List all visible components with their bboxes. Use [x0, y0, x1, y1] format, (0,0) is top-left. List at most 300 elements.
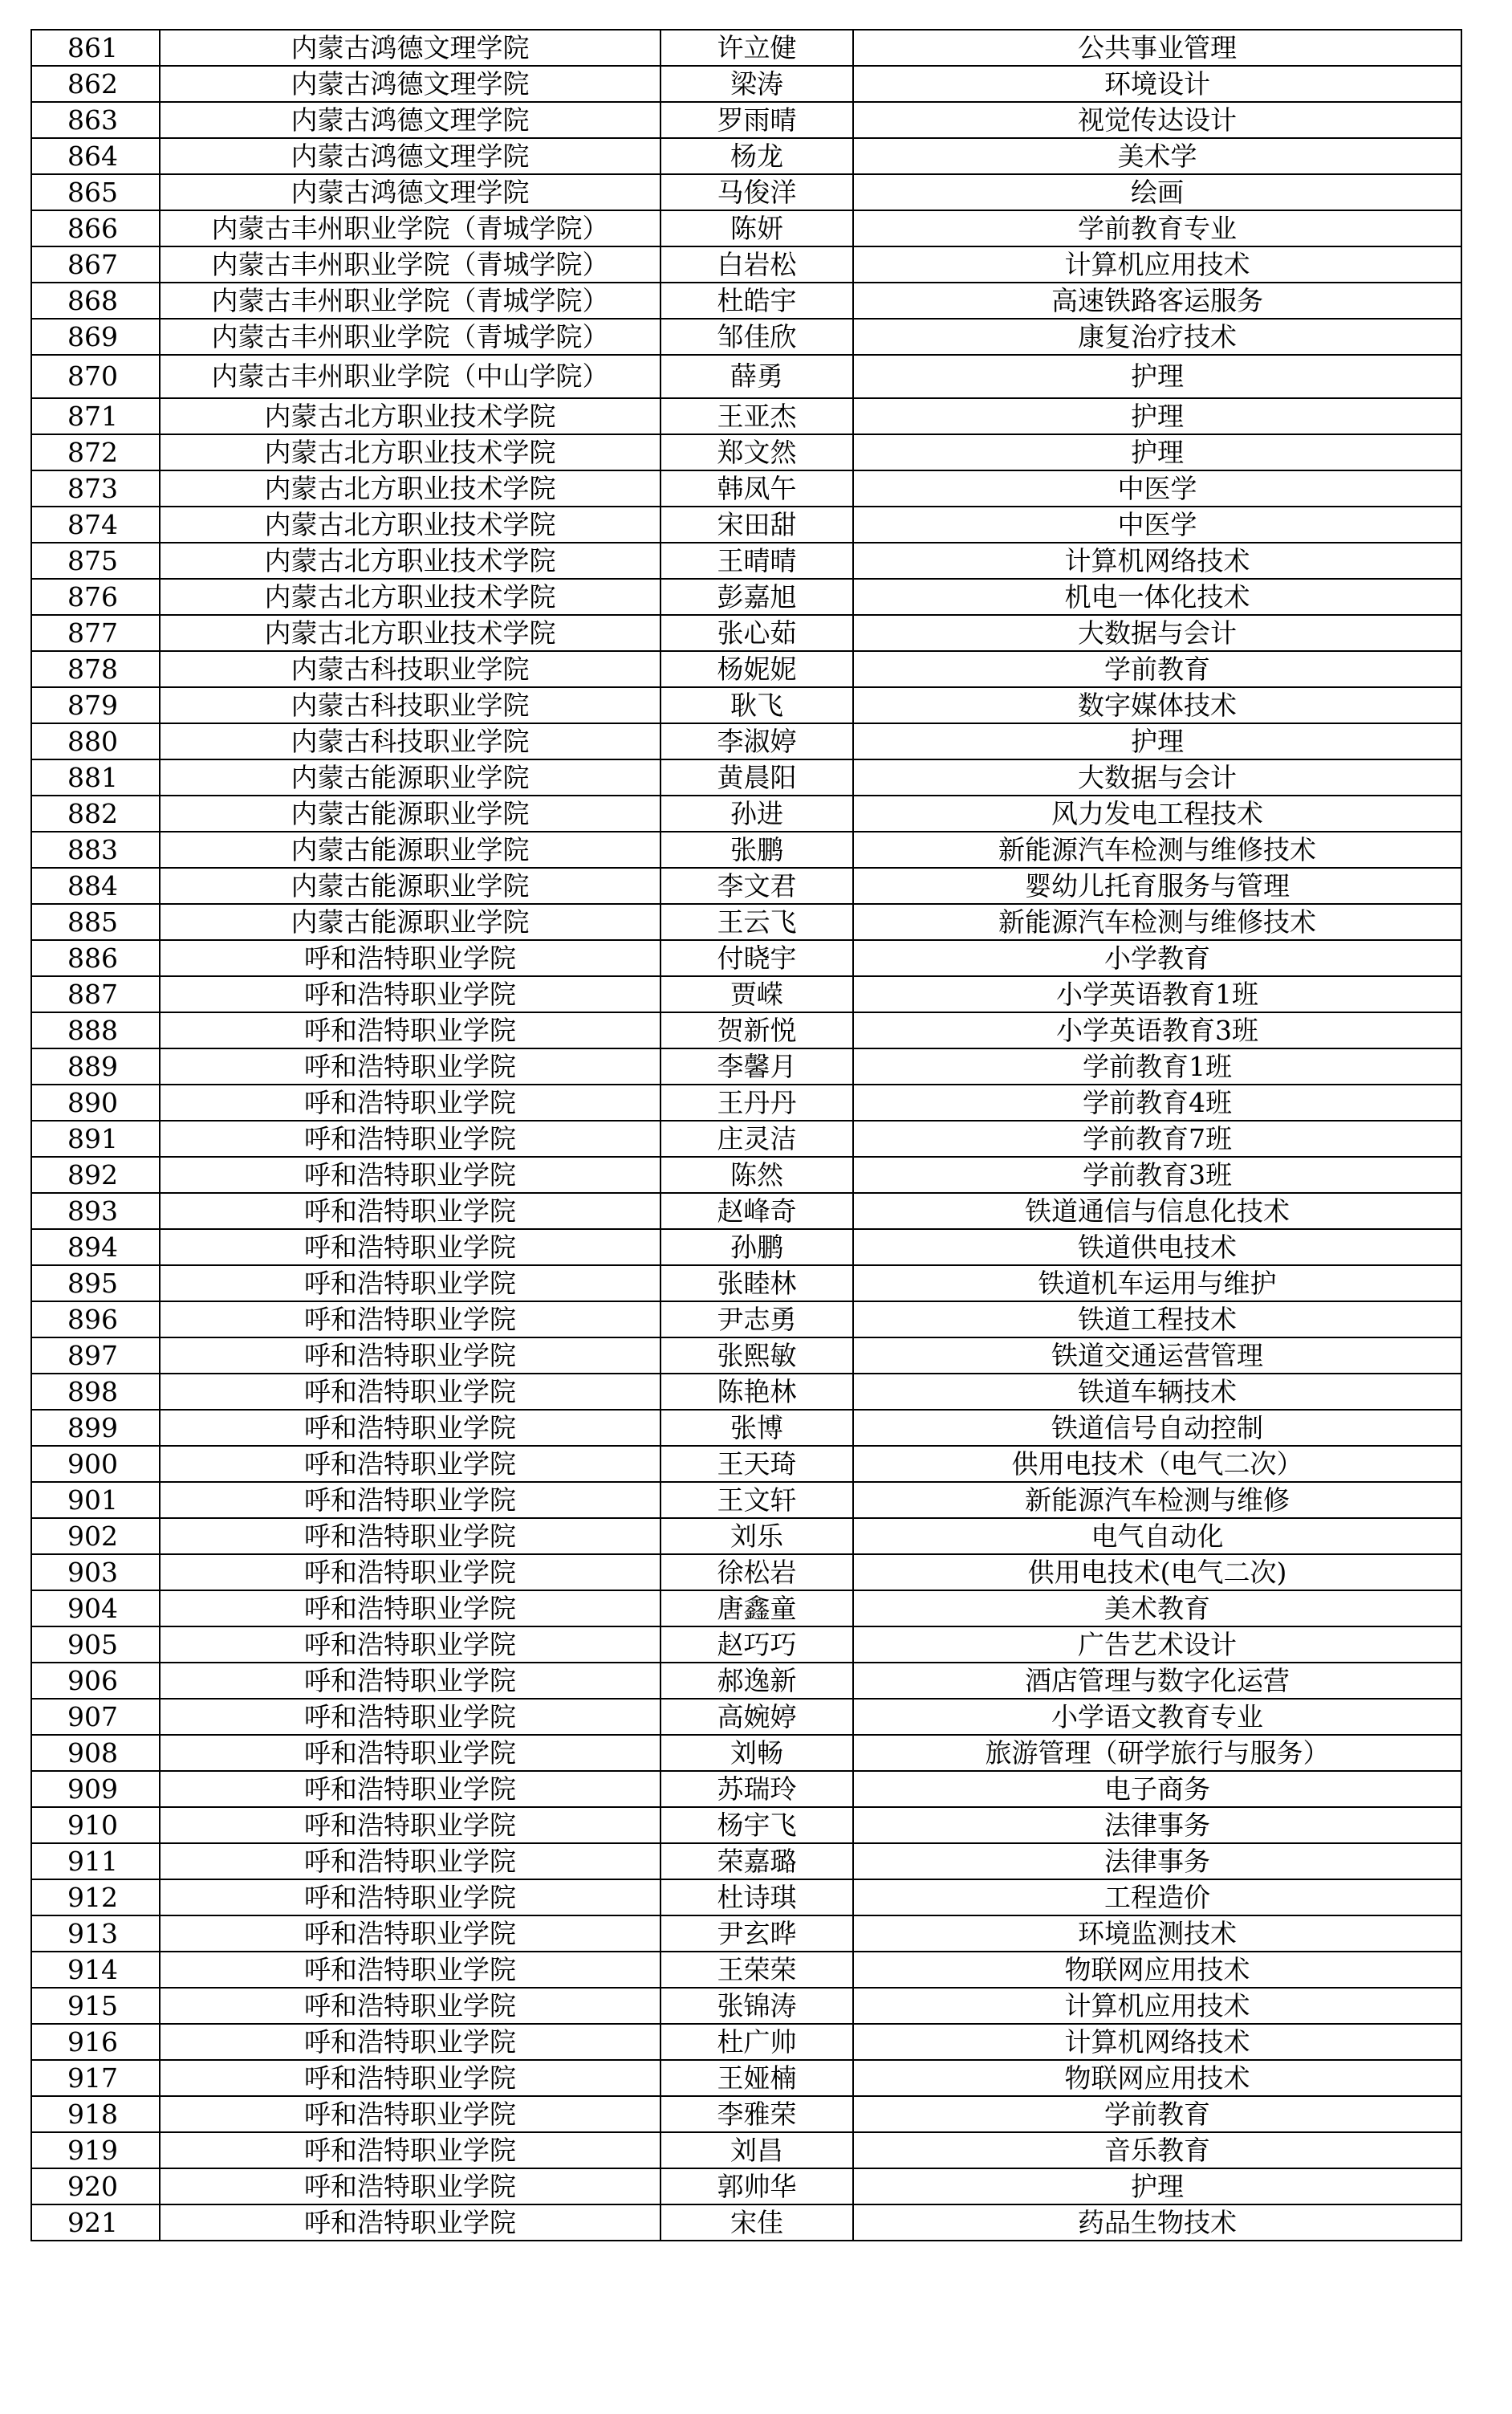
major-name-cell: 铁道通信与信息化技术	[853, 1193, 1461, 1229]
school-name-cell: 呼和浩特职业学院	[160, 1663, 660, 1699]
row-number-cell: 883	[31, 832, 160, 868]
table-row	[31, 1265, 1461, 1301]
student-name-cell: 张博	[660, 1410, 853, 1446]
student-name-cell: 宋佳	[660, 2204, 853, 2241]
major-name-cell: 绘画	[853, 174, 1461, 210]
table-row	[31, 319, 1461, 355]
major-name-cell: 学前教育7班	[853, 1121, 1461, 1157]
major-name-cell: 供用电技术（电气二次）	[853, 1446, 1461, 1482]
major-name-cell: 护理	[853, 398, 1461, 434]
table-row	[31, 1518, 1461, 1554]
student-name-cell: 尹志勇	[660, 1301, 853, 1337]
school-name-cell: 呼和浩特职业学院	[160, 1337, 660, 1374]
major-name-cell: 计算机网络技术	[853, 543, 1461, 579]
row-number-cell: 896	[31, 1301, 160, 1337]
row-number-cell: 906	[31, 1663, 160, 1699]
major-name-cell: 工程造价	[853, 1879, 1461, 1915]
table-row	[31, 1915, 1461, 1952]
major-name-cell: 广告艺术设计	[853, 1626, 1461, 1663]
major-name-cell: 护理	[853, 434, 1461, 470]
major-name-cell: 药品生物技术	[853, 2204, 1461, 2241]
row-number-cell: 865	[31, 174, 160, 210]
student-name-cell: 贺新悦	[660, 1012, 853, 1048]
row-number-cell: 882	[31, 796, 160, 832]
student-name-cell: 许立健	[660, 30, 853, 66]
row-number-cell: 889	[31, 1048, 160, 1085]
major-name-cell: 学前教育专业	[853, 210, 1461, 246]
major-name-cell: 环境设计	[853, 66, 1461, 102]
student-name-cell: 薛勇	[660, 355, 853, 398]
student-name-cell: 刘昌	[660, 2132, 853, 2168]
table-row	[31, 30, 1461, 66]
row-number-cell: 888	[31, 1012, 160, 1048]
student-name-cell: 杜广帅	[660, 2024, 853, 2060]
student-name-cell: 赵巧巧	[660, 1626, 853, 1663]
row-number-cell: 897	[31, 1337, 160, 1374]
major-name-cell: 护理	[853, 2168, 1461, 2204]
major-name-cell: 公共事业管理	[853, 30, 1461, 66]
row-number-cell: 861	[31, 30, 160, 66]
major-name-cell: 学前教育4班	[853, 1085, 1461, 1121]
major-name-cell: 旅游管理（研学旅行与服务）	[853, 1735, 1461, 1771]
major-name-cell: 计算机网络技术	[853, 2024, 1461, 2060]
row-number-cell: 911	[31, 1843, 160, 1879]
table-row	[31, 434, 1461, 470]
school-name-cell: 内蒙古北方职业技术学院	[160, 615, 660, 651]
student-name-cell: 张睦林	[660, 1265, 853, 1301]
major-name-cell: 护理	[853, 723, 1461, 759]
student-name-cell: 耿飞	[660, 687, 853, 723]
school-name-cell: 内蒙古鸿德文理学院	[160, 174, 660, 210]
row-number-cell: 872	[31, 434, 160, 470]
school-name-cell: 呼和浩特职业学院	[160, 1410, 660, 1446]
table-row	[31, 1771, 1461, 1807]
school-name-cell: 内蒙古丰州职业学院（青城学院）	[160, 246, 660, 283]
row-number-cell: 877	[31, 615, 160, 651]
major-name-cell: 学前教育3班	[853, 1157, 1461, 1193]
student-name-cell: 张鹏	[660, 832, 853, 868]
table-row	[31, 246, 1461, 283]
table-row	[31, 1446, 1461, 1482]
student-name-cell: 付晓宇	[660, 940, 853, 976]
major-name-cell: 酒店管理与数字化运营	[853, 1663, 1461, 1699]
major-name-cell: 学前教育1班	[853, 1048, 1461, 1085]
school-name-cell: 呼和浩特职业学院	[160, 1121, 660, 1157]
row-number-cell: 879	[31, 687, 160, 723]
school-name-cell: 内蒙古科技职业学院	[160, 723, 660, 759]
table-row	[31, 1807, 1461, 1843]
table-row	[31, 940, 1461, 976]
row-number-cell: 876	[31, 579, 160, 615]
major-name-cell: 视觉传达设计	[853, 102, 1461, 138]
school-name-cell: 内蒙古能源职业学院	[160, 832, 660, 868]
row-number-cell: 878	[31, 651, 160, 687]
row-number-cell: 914	[31, 1952, 160, 1988]
table-row	[31, 1626, 1461, 1663]
row-number-cell: 870	[31, 355, 160, 398]
major-name-cell: 新能源汽车检测与维修	[853, 1482, 1461, 1518]
table-row	[31, 1482, 1461, 1518]
table-row	[31, 723, 1461, 759]
table-row	[31, 759, 1461, 796]
major-name-cell: 铁道车辆技术	[853, 1374, 1461, 1410]
major-name-cell: 电气自动化	[853, 1518, 1461, 1554]
student-name-cell: 王晴晴	[660, 543, 853, 579]
major-name-cell: 铁道供电技术	[853, 1229, 1461, 1265]
table-row	[31, 1699, 1461, 1735]
major-name-cell: 环境监测技术	[853, 1915, 1461, 1952]
major-name-cell: 计算机应用技术	[853, 1988, 1461, 2024]
school-name-cell: 呼和浩特职业学院	[160, 1952, 660, 1988]
student-name-cell: 徐松岩	[660, 1554, 853, 1590]
table-row	[31, 2132, 1461, 2168]
table-row	[31, 615, 1461, 651]
student-name-cell: 邹佳欣	[660, 319, 853, 355]
row-number-cell: 907	[31, 1699, 160, 1735]
school-name-cell: 内蒙古鸿德文理学院	[160, 138, 660, 174]
school-name-cell: 内蒙古科技职业学院	[160, 651, 660, 687]
table-row	[31, 1952, 1461, 1988]
school-name-cell: 呼和浩特职业学院	[160, 2204, 660, 2241]
school-name-cell: 呼和浩特职业学院	[160, 1012, 660, 1048]
school-name-cell: 内蒙古北方职业技术学院	[160, 543, 660, 579]
student-name-cell: 庄灵洁	[660, 1121, 853, 1157]
table-row	[31, 2204, 1461, 2241]
table-row	[31, 1735, 1461, 1771]
row-number-cell: 866	[31, 210, 160, 246]
school-name-cell: 内蒙古科技职业学院	[160, 687, 660, 723]
school-name-cell: 内蒙古丰州职业学院（青城学院）	[160, 210, 660, 246]
table-row	[31, 1879, 1461, 1915]
row-number-cell: 920	[31, 2168, 160, 2204]
school-name-cell: 呼和浩特职业学院	[160, 1482, 660, 1518]
student-name-cell: 李馨月	[660, 1048, 853, 1085]
table-row	[31, 904, 1461, 940]
school-name-cell: 呼和浩特职业学院	[160, 1699, 660, 1735]
major-name-cell: 铁道交通运营管理	[853, 1337, 1461, 1374]
student-name-cell: 杨龙	[660, 138, 853, 174]
school-name-cell: 呼和浩特职业学院	[160, 1265, 660, 1301]
table-row	[31, 1374, 1461, 1410]
row-number-cell: 895	[31, 1265, 160, 1301]
row-number-cell: 892	[31, 1157, 160, 1193]
student-name-cell: 张锦涛	[660, 1988, 853, 2024]
row-number-cell: 894	[31, 1229, 160, 1265]
student-name-cell: 王天琦	[660, 1446, 853, 1482]
major-name-cell: 电子商务	[853, 1771, 1461, 1807]
major-name-cell: 护理	[853, 355, 1461, 398]
student-name-cell: 刘畅	[660, 1735, 853, 1771]
major-name-cell: 计算机应用技术	[853, 246, 1461, 283]
school-name-cell: 呼和浩特职业学院	[160, 976, 660, 1012]
row-number-cell: 873	[31, 470, 160, 507]
student-name-cell: 杨妮妮	[660, 651, 853, 687]
student-name-cell: 王云飞	[660, 904, 853, 940]
major-name-cell: 铁道机车运用与维护	[853, 1265, 1461, 1301]
table-row	[31, 1301, 1461, 1337]
table-row	[31, 1121, 1461, 1157]
student-name-cell: 陈妍	[660, 210, 853, 246]
school-name-cell: 内蒙古能源职业学院	[160, 796, 660, 832]
major-name-cell: 美术学	[853, 138, 1461, 174]
student-name-cell: 孙鹏	[660, 1229, 853, 1265]
table-row	[31, 1229, 1461, 1265]
row-number-cell: 902	[31, 1518, 160, 1554]
row-number-cell: 921	[31, 2204, 160, 2241]
school-name-cell: 呼和浩特职业学院	[160, 1735, 660, 1771]
table-row	[31, 651, 1461, 687]
school-name-cell: 内蒙古丰州职业学院（青城学院）	[160, 283, 660, 319]
school-name-cell: 呼和浩特职业学院	[160, 1554, 660, 1590]
student-name-cell: 张熙敏	[660, 1337, 853, 1374]
student-name-cell: 黄晨阳	[660, 759, 853, 796]
major-name-cell: 小学英语教育1班	[853, 976, 1461, 1012]
school-name-cell: 呼和浩特职业学院	[160, 1988, 660, 2024]
student-name-cell: 唐鑫童	[660, 1590, 853, 1626]
school-name-cell: 呼和浩特职业学院	[160, 1446, 660, 1482]
school-name-cell: 呼和浩特职业学院	[160, 1229, 660, 1265]
school-name-cell: 内蒙古丰州职业学院（中山学院）	[160, 355, 660, 398]
major-name-cell: 法律事务	[853, 1843, 1461, 1879]
table-row	[31, 1012, 1461, 1048]
table-row	[31, 2024, 1461, 2060]
row-number-cell: 884	[31, 868, 160, 904]
school-name-cell: 呼和浩特职业学院	[160, 1157, 660, 1193]
student-name-cell: 杜诗琪	[660, 1879, 853, 1915]
row-number-cell: 905	[31, 1626, 160, 1663]
student-name-cell: 王娅楠	[660, 2060, 853, 2096]
major-name-cell: 婴幼儿托育服务与管理	[853, 868, 1461, 904]
major-name-cell: 中医学	[853, 470, 1461, 507]
student-name-cell: 王荣荣	[660, 1952, 853, 1988]
major-name-cell: 新能源汽车检测与维修技术	[853, 832, 1461, 868]
student-name-cell: 陈然	[660, 1157, 853, 1193]
table-row	[31, 102, 1461, 138]
student-name-cell: 王亚杰	[660, 398, 853, 434]
row-number-cell: 864	[31, 138, 160, 174]
major-name-cell: 中医学	[853, 507, 1461, 543]
student-name-cell: 陈艳林	[660, 1374, 853, 1410]
student-name-cell: 王文轩	[660, 1482, 853, 1518]
row-number-cell: 913	[31, 1915, 160, 1952]
table-row	[31, 138, 1461, 174]
row-number-cell: 875	[31, 543, 160, 579]
table-row	[31, 2096, 1461, 2132]
table-row	[31, 868, 1461, 904]
major-name-cell: 小学教育	[853, 940, 1461, 976]
row-number-cell: 901	[31, 1482, 160, 1518]
table-row	[31, 1590, 1461, 1626]
school-name-cell: 呼和浩特职业学院	[160, 2060, 660, 2096]
student-name-cell: 尹玄晔	[660, 1915, 853, 1952]
row-number-cell: 890	[31, 1085, 160, 1121]
row-number-cell: 881	[31, 759, 160, 796]
school-name-cell: 呼和浩特职业学院	[160, 1807, 660, 1843]
row-number-cell: 871	[31, 398, 160, 434]
row-number-cell: 868	[31, 283, 160, 319]
roster-table	[30, 29, 1462, 2241]
table-row	[31, 398, 1461, 434]
major-name-cell: 机电一体化技术	[853, 579, 1461, 615]
row-number-cell: 874	[31, 507, 160, 543]
table-row	[31, 66, 1461, 102]
table-row	[31, 355, 1461, 398]
table-row	[31, 1085, 1461, 1121]
major-name-cell: 数字媒体技术	[853, 687, 1461, 723]
student-name-cell: 宋田甜	[660, 507, 853, 543]
student-name-cell: 高婉婷	[660, 1699, 853, 1735]
major-name-cell: 音乐教育	[853, 2132, 1461, 2168]
school-name-cell: 呼和浩特职业学院	[160, 1915, 660, 1952]
major-name-cell: 小学语文教育专业	[853, 1699, 1461, 1735]
table-row	[31, 1988, 1461, 2024]
school-name-cell: 呼和浩特职业学院	[160, 940, 660, 976]
student-name-cell: 刘乐	[660, 1518, 853, 1554]
school-name-cell: 内蒙古能源职业学院	[160, 868, 660, 904]
row-number-cell: 909	[31, 1771, 160, 1807]
table-row	[31, 796, 1461, 832]
table-row	[31, 174, 1461, 210]
school-name-cell: 呼和浩特职业学院	[160, 1374, 660, 1410]
table-row	[31, 579, 1461, 615]
major-name-cell: 美术教育	[853, 1590, 1461, 1626]
school-name-cell: 呼和浩特职业学院	[160, 1301, 660, 1337]
major-name-cell: 学前教育	[853, 2096, 1461, 2132]
table-row	[31, 2060, 1461, 2096]
row-number-cell: 918	[31, 2096, 160, 2132]
student-name-cell: 李文君	[660, 868, 853, 904]
table-row	[31, 283, 1461, 319]
row-number-cell: 919	[31, 2132, 160, 2168]
table-row	[31, 1048, 1461, 1085]
student-name-cell: 贾嵘	[660, 976, 853, 1012]
major-name-cell: 新能源汽车检测与维修技术	[853, 904, 1461, 940]
row-number-cell: 912	[31, 1879, 160, 1915]
student-name-cell: 郝逸新	[660, 1663, 853, 1699]
student-name-cell: 梁涛	[660, 66, 853, 102]
table-row	[31, 210, 1461, 246]
major-name-cell: 物联网应用技术	[853, 1952, 1461, 1988]
table-row	[31, 832, 1461, 868]
school-name-cell: 内蒙古鸿德文理学院	[160, 66, 660, 102]
school-name-cell: 呼和浩特职业学院	[160, 1518, 660, 1554]
row-number-cell: 885	[31, 904, 160, 940]
table-row	[31, 2168, 1461, 2204]
student-name-cell: 李淑婷	[660, 723, 853, 759]
row-number-cell: 880	[31, 723, 160, 759]
school-name-cell: 内蒙古北方职业技术学院	[160, 507, 660, 543]
row-number-cell: 903	[31, 1554, 160, 1590]
student-name-cell: 韩凤午	[660, 470, 853, 507]
school-name-cell: 呼和浩特职业学院	[160, 2132, 660, 2168]
student-name-cell: 苏瑞玲	[660, 1771, 853, 1807]
row-number-cell: 916	[31, 2024, 160, 2060]
school-name-cell: 内蒙古北方职业技术学院	[160, 470, 660, 507]
row-number-cell: 908	[31, 1735, 160, 1771]
school-name-cell: 呼和浩特职业学院	[160, 1193, 660, 1229]
student-name-cell: 张心茹	[660, 615, 853, 651]
row-number-cell: 862	[31, 66, 160, 102]
student-name-cell: 王丹丹	[660, 1085, 853, 1121]
roster-table-body	[31, 30, 1461, 2241]
table-row	[31, 1843, 1461, 1879]
row-number-cell: 917	[31, 2060, 160, 2096]
table-row	[31, 687, 1461, 723]
student-name-cell: 荣嘉璐	[660, 1843, 853, 1879]
major-name-cell: 供用电技术(电气二次)	[853, 1554, 1461, 1590]
student-name-cell: 郑文然	[660, 434, 853, 470]
major-name-cell: 高速铁路客运服务	[853, 283, 1461, 319]
table-row	[31, 1410, 1461, 1446]
school-name-cell: 内蒙古北方职业技术学院	[160, 398, 660, 434]
school-name-cell: 内蒙古鸿德文理学院	[160, 30, 660, 66]
table-row	[31, 976, 1461, 1012]
row-number-cell: 915	[31, 1988, 160, 2024]
major-name-cell: 铁道信号自动控制	[853, 1410, 1461, 1446]
table-row	[31, 507, 1461, 543]
school-name-cell: 呼和浩特职业学院	[160, 1085, 660, 1121]
student-name-cell: 赵峰奇	[660, 1193, 853, 1229]
student-name-cell: 白岩松	[660, 246, 853, 283]
school-name-cell: 呼和浩特职业学院	[160, 2096, 660, 2132]
school-name-cell: 呼和浩特职业学院	[160, 1590, 660, 1626]
major-name-cell: 小学英语教育3班	[853, 1012, 1461, 1048]
major-name-cell: 大数据与会计	[853, 759, 1461, 796]
row-number-cell: 900	[31, 1446, 160, 1482]
student-name-cell: 杨宇飞	[660, 1807, 853, 1843]
school-name-cell: 呼和浩特职业学院	[160, 1843, 660, 1879]
student-name-cell: 罗雨晴	[660, 102, 853, 138]
student-name-cell: 马俊洋	[660, 174, 853, 210]
table-row	[31, 1554, 1461, 1590]
major-name-cell: 康复治疗技术	[853, 319, 1461, 355]
major-name-cell: 铁道工程技术	[853, 1301, 1461, 1337]
school-name-cell: 内蒙古鸿德文理学院	[160, 102, 660, 138]
row-number-cell: 899	[31, 1410, 160, 1446]
student-name-cell: 彭嘉旭	[660, 579, 853, 615]
table-row	[31, 1337, 1461, 1374]
student-name-cell: 郭帅华	[660, 2168, 853, 2204]
major-name-cell: 物联网应用技术	[853, 2060, 1461, 2096]
table-row	[31, 543, 1461, 579]
school-name-cell: 内蒙古北方职业技术学院	[160, 579, 660, 615]
school-name-cell: 呼和浩特职业学院	[160, 1771, 660, 1807]
school-name-cell: 内蒙古北方职业技术学院	[160, 434, 660, 470]
school-name-cell: 呼和浩特职业学院	[160, 1879, 660, 1915]
major-name-cell: 风力发电工程技术	[853, 796, 1461, 832]
school-name-cell: 呼和浩特职业学院	[160, 1048, 660, 1085]
row-number-cell: 886	[31, 940, 160, 976]
student-name-cell: 李雅荣	[660, 2096, 853, 2132]
row-number-cell: 910	[31, 1807, 160, 1843]
school-name-cell: 呼和浩特职业学院	[160, 2168, 660, 2204]
student-name-cell: 孙进	[660, 796, 853, 832]
school-name-cell: 内蒙古能源职业学院	[160, 759, 660, 796]
table-row	[31, 1157, 1461, 1193]
table-row	[31, 1193, 1461, 1229]
school-name-cell: 内蒙古能源职业学院	[160, 904, 660, 940]
school-name-cell: 呼和浩特职业学院	[160, 1626, 660, 1663]
school-name-cell: 呼和浩特职业学院	[160, 2024, 660, 2060]
student-name-cell: 杜皓宇	[660, 283, 853, 319]
row-number-cell: 893	[31, 1193, 160, 1229]
row-number-cell: 898	[31, 1374, 160, 1410]
major-name-cell: 学前教育	[853, 651, 1461, 687]
row-number-cell: 863	[31, 102, 160, 138]
row-number-cell: 869	[31, 319, 160, 355]
major-name-cell: 法律事务	[853, 1807, 1461, 1843]
row-number-cell: 904	[31, 1590, 160, 1626]
